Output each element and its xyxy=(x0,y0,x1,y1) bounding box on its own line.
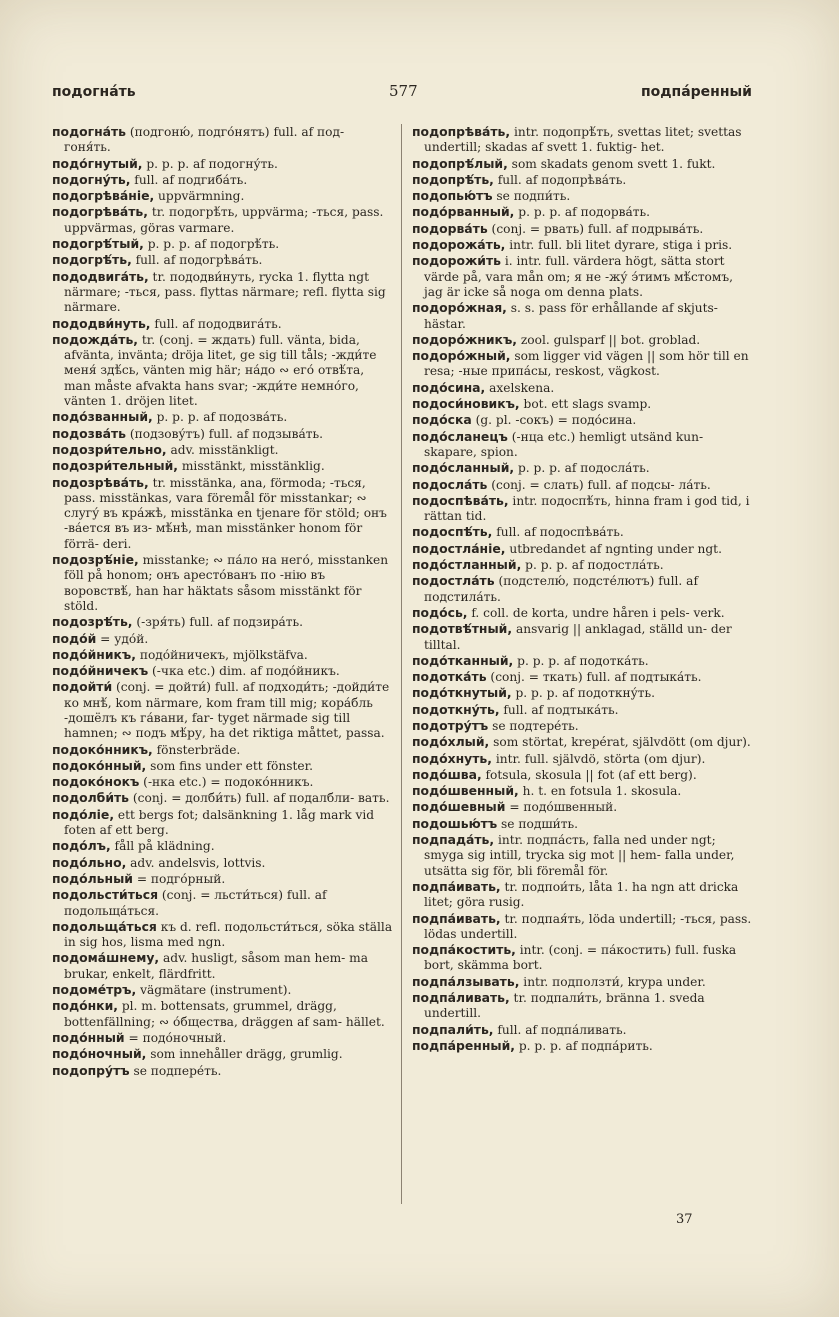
dictionary-entry xyxy=(52,172,394,188)
dictionary-entry xyxy=(52,614,394,630)
entry-headword: подозрѣва́ть, xyxy=(52,474,149,490)
entry-headword: подотру́тъ xyxy=(412,717,489,733)
dictionary-entry xyxy=(52,838,394,854)
entry-headword: подопью́тъ xyxy=(412,188,493,204)
entry-definition: full. af подтыка́ть. xyxy=(499,702,619,717)
column-divider xyxy=(401,124,402,1204)
dictionary-entry xyxy=(412,460,754,476)
entry-headword: подпа́костить, xyxy=(412,942,516,958)
dictionary-entry xyxy=(52,998,394,1030)
dictionary-entry xyxy=(412,204,754,220)
dictionary-entry xyxy=(412,573,754,605)
entry-definition: (conj. = льсти́ться) full. af подольща́ться. xyxy=(64,888,327,918)
entry-definition: tr. подпали́ть, bränna 1. sveda undertill. xyxy=(424,991,705,1021)
entry-headword: подо́ночный, xyxy=(52,1046,147,1062)
entry-headword: подпада́ть, xyxy=(412,832,495,848)
dictionary-entry xyxy=(412,832,754,879)
dictionary-entry xyxy=(412,990,754,1022)
entry-definition: misstänkt, misstänklig. xyxy=(178,459,325,474)
entry-headword: подоспѣва́ть, xyxy=(412,492,509,508)
entry-definition: (подстелю́, подсте́лютъ) full. af подстила́ть. xyxy=(424,574,698,604)
dictionary-entry xyxy=(412,524,754,540)
dictionary-entry xyxy=(412,493,754,525)
entry-definition: fotsula, skosula || fot (af ett berg). xyxy=(481,767,697,782)
entry-headword: подоси́новикъ, xyxy=(412,396,520,412)
entry-definition: full. af подопрѣва́ть. xyxy=(493,172,627,187)
entry-definition: (подзову́тъ) full. af подзыва́ть. xyxy=(126,426,323,441)
dictionary-entry xyxy=(52,458,394,474)
entry-headword: подо́рванный, xyxy=(412,204,515,220)
right-column xyxy=(412,124,754,1054)
dictionary-entry xyxy=(52,552,394,614)
entry-definition: (conj. = рвать) full. af подрыва́ть. xyxy=(487,221,704,236)
entry-headword: подостла́ніе, xyxy=(412,540,506,556)
dictionary-entry xyxy=(52,124,394,156)
dictionary-entry xyxy=(52,1046,394,1062)
dictionary-entry xyxy=(412,1022,754,1038)
entry-headword: подпа́ливать, xyxy=(412,990,510,1006)
dictionary-entry xyxy=(412,621,754,653)
dictionary-entry xyxy=(412,783,754,799)
entry-headword: подо́сланецъ xyxy=(412,428,508,444)
dictionary-entry xyxy=(52,409,394,425)
entry-definition: (-чка etc.) dim. af подо́йникъ. xyxy=(148,664,340,679)
dictionary-entry xyxy=(412,718,754,734)
entry-headword: подоме́тръ, xyxy=(52,982,137,998)
entry-headword: подо́йничекъ xyxy=(52,663,149,679)
entry-headword: подорожа́ть, xyxy=(412,237,506,253)
entry-definition: p. p. p. af подостла́ть. xyxy=(521,558,664,573)
entry-headword: подома́шнему, xyxy=(52,950,160,966)
entry-definition: p. p. p. af подогрѣ́ть. xyxy=(143,237,280,252)
entry-definition: intr. подползти́, krypa under. xyxy=(519,974,706,989)
dictionary-entry xyxy=(412,156,754,172)
dictionary-entry xyxy=(412,237,754,253)
entry-definition: som störtat, krepérat, självdött (om djur). xyxy=(489,735,751,750)
entry-headword: подопрѣва́ть, xyxy=(412,124,511,139)
entry-definition: adv. andelsvis, lottvis. xyxy=(126,855,266,870)
dictionary-entry xyxy=(52,758,394,774)
entry-definition: = подо́ночный. xyxy=(124,1030,227,1045)
dictionary-entry xyxy=(412,348,754,380)
entry-headword: подоко́нникъ, xyxy=(52,741,153,757)
entry-definition: p. p. p. af подорва́ть. xyxy=(514,205,651,220)
signature-mark: 37 xyxy=(676,1212,693,1227)
entry-headword: пододви́нуть, xyxy=(52,315,151,331)
entry-definition: full. af подогрѣва́ть. xyxy=(131,253,263,268)
entry-definition: = подго́рный. xyxy=(132,871,226,886)
entry-definition: (conj. = дойти́) full. af подходи́ть; -дойди́те ко мнѣ́, kom närmare, kom fram till mig; кора́бль -дошёлъ къ га́вани, far- tyget närmade sig till hamnen; ∾ подъ мѣ́ру, ha det riktiga måttet, passa. xyxy=(64,680,390,741)
entry-definition: tr. misstänka, ana, förmoda; -ться, pass. misstänkas, vara föremål för misstankar; ∾ слугу́ въ кра́жѣ, misstänka en tjenare för stöld; онъ -ва́ется въ из- мѣ́нѣ, man misstänker honom för förrä- deri. xyxy=(64,475,387,551)
entry-headword: подозри́тельный, xyxy=(52,458,178,474)
dictionary-entry xyxy=(412,799,754,815)
entry-headword: подпа́ренный, xyxy=(412,1037,515,1053)
dictionary-entry xyxy=(412,911,754,943)
entry-definition: intr. (conj. = па́костить) full. fuska bort, skämma bort. xyxy=(424,943,737,973)
entry-headword: подосла́ть xyxy=(412,476,488,492)
entry-definition: (-нка etc.) = подоко́нникъ. xyxy=(139,775,314,790)
dictionary-entry xyxy=(52,871,394,887)
entry-headword: подопрѣ́ть, xyxy=(412,171,494,187)
dictionary-entry xyxy=(52,679,394,741)
entry-definition: подо́йничекъ, mjölkstäfva. xyxy=(135,647,308,662)
entry-headword: подоко́нный, xyxy=(52,757,147,773)
dictionary-entry xyxy=(412,734,754,750)
dictionary-entry xyxy=(52,1030,394,1046)
entry-definition: s. s. pass för erhållande af skjuts- hästar. xyxy=(424,301,718,331)
dictionary-entry xyxy=(52,426,394,442)
entry-headword: подопрѣ́лый, xyxy=(412,155,508,171)
entry-definition: h. t. en fotsula 1. skosula. xyxy=(518,784,682,799)
dictionary-entry xyxy=(52,631,394,647)
entry-headword: подойти́ xyxy=(52,679,113,695)
dictionary-entry xyxy=(52,950,394,982)
entry-definition: som skadats genom svett 1. fukt. xyxy=(507,156,716,171)
dictionary-entry xyxy=(412,300,754,332)
dictionary-entry xyxy=(52,236,394,252)
entry-headword: подо́хнуть, xyxy=(412,750,492,766)
entry-headword: подогна́ть xyxy=(52,124,127,139)
entry-headword: подорожи́ть xyxy=(412,253,502,269)
entry-definition: som fins under ett fönster. xyxy=(146,758,313,773)
dictionary-entry xyxy=(52,204,394,236)
entry-headword: подотка́ть xyxy=(412,669,487,685)
entry-definition: p. p. p. af подогну́ть. xyxy=(142,156,278,171)
entry-definition: = подо́швенный. xyxy=(505,800,618,815)
entry-headword: подо́ліе, xyxy=(52,806,115,822)
entry-definition: misstanke; ∾ па́ло на него́, misstanken föll på honom; онъ аресто́ванъ по -нію въ воровствѣ́, han har häktats såsom misstänkt för stöld. xyxy=(64,553,389,613)
entry-headword: подпа́ивать, xyxy=(412,878,501,894)
dictionary-entry xyxy=(412,253,754,300)
entry-definition: p. p. p. af подпа́рить. xyxy=(515,1038,653,1053)
entry-headword: подо́нки, xyxy=(52,998,118,1014)
dictionary-entry xyxy=(52,475,394,552)
dictionary-entry xyxy=(412,879,754,911)
page-header xyxy=(52,84,752,108)
dictionary-entry xyxy=(412,429,754,461)
page-number: 577 xyxy=(389,82,418,100)
entry-headword: подольща́ться xyxy=(52,918,157,934)
dictionary-entry xyxy=(412,412,754,428)
entry-definition: къ d. refl. подольсти́ться, söka ställa in sig hos, lisma med ngn. xyxy=(64,919,393,950)
entry-headword: подоро́жникъ, xyxy=(412,331,517,347)
dictionary-entry xyxy=(412,541,754,557)
entry-headword: подо́хлый, xyxy=(412,734,490,750)
entry-headword: подогрѣ́ть, xyxy=(52,252,132,268)
dictionary-entry xyxy=(412,751,754,767)
entry-headword: подо́сина, xyxy=(412,379,486,395)
right-running-headword: подпа́ренный xyxy=(640,84,752,100)
entry-definition: intr. подоспѣ́ть, hinna fram i god tid, i rättan tid. xyxy=(424,493,750,524)
entry-definition: utbredandet af ngnting under ngt. xyxy=(505,541,722,556)
entry-definition: (conj. = ткать) full. af подтыка́ть. xyxy=(486,670,702,685)
dictionary-entry xyxy=(412,816,754,832)
entry-definition: full. af подоспѣва́ть. xyxy=(492,525,624,540)
dictionary-entry xyxy=(52,742,394,758)
entry-headword: подогрѣ́тый, xyxy=(52,236,144,252)
entry-definition: (подгоню́, подго́нятъ) full. af под- гоня́ть. xyxy=(64,125,345,155)
entry-definition: adv. misstänkligt. xyxy=(166,442,279,457)
entry-definition: se подпере́ть. xyxy=(129,1063,222,1078)
entry-headword: подолби́ть xyxy=(52,790,130,806)
entry-headword: подольсти́ться xyxy=(52,887,159,903)
dictionary-entry xyxy=(52,332,394,409)
dictionary-entry xyxy=(52,663,394,679)
entry-headword: подошью́тъ xyxy=(412,815,498,831)
entry-definition: = удо́й. xyxy=(96,631,149,646)
entry-headword: подо́гнутый, xyxy=(52,155,143,171)
entry-definition: som ligger vid vägen || som hör till en resa; -ные припа́сы, reskost, vägkost. xyxy=(424,349,749,379)
dictionary-entry xyxy=(52,887,394,919)
entry-definition: fönsterbräde. xyxy=(152,742,241,757)
entry-definition: full. af пододвига́ть. xyxy=(150,316,282,331)
entry-definition: (-нца etc.) hemligt utsänd kun- skapare, spion. xyxy=(424,429,704,459)
entry-definition: pl. m. bottensats, grummel, drägg, bottenfällning; ∾ о́бщества, dräggen af sam- hället. xyxy=(64,999,385,1029)
dictionary-entry xyxy=(52,188,394,204)
entry-headword: подо́тканный, xyxy=(412,652,514,668)
dictionary-entry xyxy=(52,1063,394,1079)
dictionary-entry xyxy=(52,855,394,871)
entry-headword: подогну́ть, xyxy=(52,171,131,187)
entry-definition: intr. подпа́сть, falla ned under ngt; smyga sig intill, trycka sig mot || hem- falla under, utsätta sig för, bli föremål för. xyxy=(424,833,735,878)
dictionary-entry xyxy=(412,974,754,990)
entry-definition: tr. (conj. = ждать) full. vänta, bida, afvänta, invänta; dröja litet, ge sig till tåls; -жди́те меня́ здѣ́сь, vänten mig här; на́до ∾ его́ отвѣ́та, man måste afvakta hans svar; -жди́те немно́го, vänten 1. dröjen litet. xyxy=(64,332,377,409)
entry-headword: подо́лъ, xyxy=(52,838,111,854)
entry-headword: подопру́тъ xyxy=(52,1062,130,1078)
entry-definition: tr. подпая́ть, löda undertill; -ться, pass. lödas undertill. xyxy=(424,911,752,941)
entry-definition: axelskena. xyxy=(485,380,555,395)
dictionary-entry xyxy=(52,807,394,839)
entry-headword: подо́швенный, xyxy=(412,783,519,799)
entry-definition: intr. full. självdö, störta (om djur). xyxy=(491,751,706,766)
dictionary-entry xyxy=(412,702,754,718)
dictionary-entry xyxy=(412,172,754,188)
entry-definition: full. af подгиба́ть. xyxy=(130,172,248,187)
entry-definition: tr. подогрѣ́ть, uppvärma; -ться, pass. uppvärmas, göras varmare. xyxy=(64,205,384,235)
entry-definition: ett bergs fot; dalsänkning 1. låg mark vid foten af ett berg. xyxy=(64,807,375,838)
dictionary-entry xyxy=(412,685,754,701)
entry-headword: подорва́ть xyxy=(412,220,488,236)
entry-definition: intr. подопрѣ́ть, svettas litet; svettas undertill; skadas af svett 1. fuktig- het. xyxy=(424,125,742,155)
entry-headword: пододвига́ть, xyxy=(52,268,149,284)
entry-definition: fåll på klädning. xyxy=(110,839,215,854)
dictionary-entry xyxy=(52,269,394,316)
entry-headword: подо́льный xyxy=(52,870,133,886)
entry-headword: подозва́ть xyxy=(52,425,127,441)
dictionary-entry xyxy=(52,774,394,790)
entry-headword: подо́ткнутый, xyxy=(412,685,512,701)
left-running-headword: подогна́ть xyxy=(52,84,136,100)
dictionary-entry xyxy=(412,557,754,573)
entry-headword: подоро́жный, xyxy=(412,348,511,364)
entry-definition: intr. full. bli litet dyrare, stiga i pris. xyxy=(505,238,733,253)
entry-definition: p. p. p. af подосла́ть. xyxy=(514,461,650,476)
entry-definition: f. coll. de korta, undre håren i pels- verk. xyxy=(467,605,725,620)
entry-headword: подоткну́ть, xyxy=(412,701,500,717)
entry-headword: подо́званный, xyxy=(52,409,153,425)
entry-headword: подозрѣ́ть, xyxy=(52,614,133,630)
entry-definition: adv. husligt, såsom man hem- ma brukar, enkelt, flärdfritt. xyxy=(64,951,368,981)
entry-headword: подо́льно, xyxy=(52,854,127,870)
entry-definition: p. p. p. af подоткну́ть. xyxy=(511,686,655,701)
dictionary-entry xyxy=(412,396,754,412)
entry-definition: p. p. p. af подозва́ть. xyxy=(152,410,288,425)
entry-definition: se подпи́ть. xyxy=(492,189,571,204)
entry-headword: подоко́нокъ xyxy=(52,774,140,790)
dictionary-entry xyxy=(52,982,394,998)
entry-definition: full. af подпа́ливать. xyxy=(493,1022,627,1037)
entry-headword: подозрѣ́ніе, xyxy=(52,552,139,568)
entry-definition: tr. пододви́нуть, rycka 1. flytta ngt närmare; -ться, pass. flyttas närmare; refl. flytta sig närmare. xyxy=(64,269,386,315)
dictionary-entry xyxy=(412,1038,754,1054)
dictionary-entry xyxy=(412,188,754,204)
dictionary-entry xyxy=(52,252,394,268)
entry-headword: подо́й xyxy=(52,630,97,646)
entry-definition: som innehåller drägg, grumlig. xyxy=(146,1047,343,1062)
entry-headword: подо́стланный, xyxy=(412,557,522,573)
dictionary-entry xyxy=(412,332,754,348)
entry-headword: подогрѣва́ніе, xyxy=(52,188,155,204)
entry-headword: подпа́ивать, xyxy=(412,910,501,926)
entry-headword: подогрѣва́ть, xyxy=(52,204,148,220)
entry-headword: подо́йникъ, xyxy=(52,646,136,662)
entry-definition: zool. gulsparf || bot. groblad. xyxy=(516,332,701,347)
dictionary-entry xyxy=(52,647,394,663)
entry-headword: подозри́тельно, xyxy=(52,441,167,457)
dictionary-entry xyxy=(412,221,754,237)
dictionary-entry xyxy=(412,605,754,621)
dictionary-entry xyxy=(52,919,394,951)
dictionary-entry xyxy=(412,653,754,669)
dictionary-entry xyxy=(412,767,754,783)
left-column xyxy=(52,124,394,1079)
entry-headword: подпали́ть, xyxy=(412,1021,494,1037)
entry-headword: подоро́жная, xyxy=(412,300,507,316)
entry-definition: (g. pl. -сокъ) = подо́сина. xyxy=(471,413,637,428)
entry-definition: (conj. = слать) full. af подсы- ла́ть. xyxy=(487,477,711,492)
entry-definition: i. intr. full. värdera högt, sätta stort värde på, vara mån om; я не -жу́ э́тимъ мѣ́стомъ, jag är icke så noga om denna plats. xyxy=(424,254,734,299)
entry-headword: подо́сь, xyxy=(412,604,468,620)
entry-definition: (conj. = долби́ть) full. af подалбли- вать. xyxy=(129,791,390,806)
dictionary-entry xyxy=(412,124,754,156)
entry-definition: p. p. p. af подотка́ть. xyxy=(513,653,649,668)
entry-headword: подо́ска xyxy=(412,412,472,428)
entry-definition: vägmätare (instrument). xyxy=(136,983,292,998)
entry-definition: uppvärmning. xyxy=(154,189,245,204)
dictionary-entry xyxy=(52,316,394,332)
dictionary-entry xyxy=(52,156,394,172)
entry-definition: se подши́ть. xyxy=(497,816,579,831)
dictionary-entry xyxy=(412,380,754,396)
entry-definition: tr. подпои́ть, låta 1. ha ngn att dricka litet; göra rusig. xyxy=(424,879,739,910)
entry-headword: подо́шевный xyxy=(412,799,506,815)
dictionary-entry xyxy=(412,669,754,685)
entry-definition: bot. ett slags svamp. xyxy=(519,397,652,412)
entry-headword: подоспѣ́ть, xyxy=(412,524,493,540)
dictionary-entry xyxy=(52,790,394,806)
entry-headword: подпа́лзывать, xyxy=(412,973,520,989)
entry-definition: (-зря́ть) full. af подзира́ть. xyxy=(132,615,304,630)
entry-definition: ansvarig || anklagad, ställd un- der tilltal. xyxy=(424,622,732,652)
dictionary-entry xyxy=(412,477,754,493)
entry-headword: подотвѣ́тный, xyxy=(412,621,513,637)
entry-headword: подо́шва, xyxy=(412,766,482,782)
dictionary-entry xyxy=(412,942,754,974)
entry-definition: se подтере́ть. xyxy=(488,718,579,733)
dictionary-entry xyxy=(52,442,394,458)
entry-headword: подостла́ть xyxy=(412,573,495,589)
entry-headword: подожда́ть, xyxy=(52,331,139,347)
entry-headword: подо́сланный, xyxy=(412,460,515,476)
entry-headword: подо́нный xyxy=(52,1029,125,1045)
